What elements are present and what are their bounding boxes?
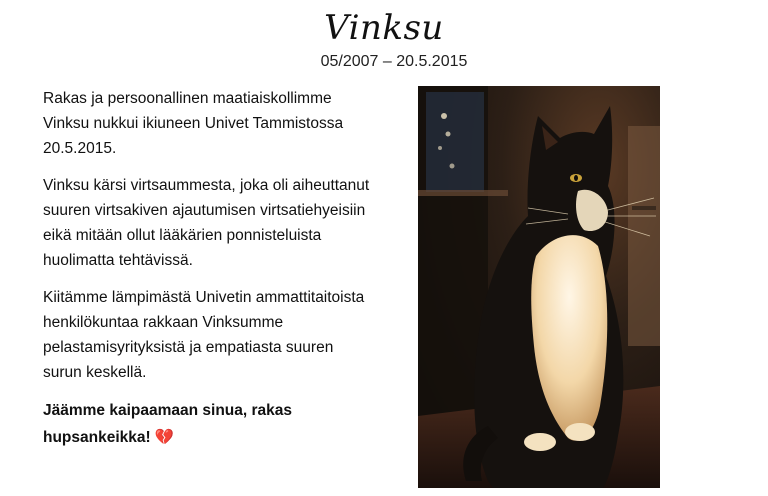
broken-heart-icon: 💔 [154, 429, 174, 446]
page-title: Vinksu [324, 8, 444, 48]
cat-photo [418, 86, 660, 488]
paragraph-1: Rakas ja persoonallinen maatiaiskollimme Vinksu nukkui ikiuneen Univet Tammistossa 20.5.2015. [43, 90, 344, 157]
cat-photo-icon [418, 86, 660, 488]
closing-line [43, 397, 373, 451]
life-dates: 05/2007 – 20.5.2015 [320, 53, 468, 70]
closing-text: Jäämme kaipaamaan sinua, rakas hupsankeikka! [43, 402, 293, 446]
paragraph-2: Vinksu kärsi virtsaummesta, joka oli aiheuttanut suuren virtsakiven ajautumisen virtsatiehyeisiin eikä mitään ollut lääkärien ponnisteluista huolimatta tehtävissä. [43, 177, 370, 269]
paragraph-3: Kiitämme lämpimästä Univetin ammattitaitoista henkilökuntaa rakkaan Vinksumme pelastamisyrityksistä ja empatiasta suuren surun keskellä. [43, 289, 365, 381]
memorial-text [43, 86, 373, 463]
